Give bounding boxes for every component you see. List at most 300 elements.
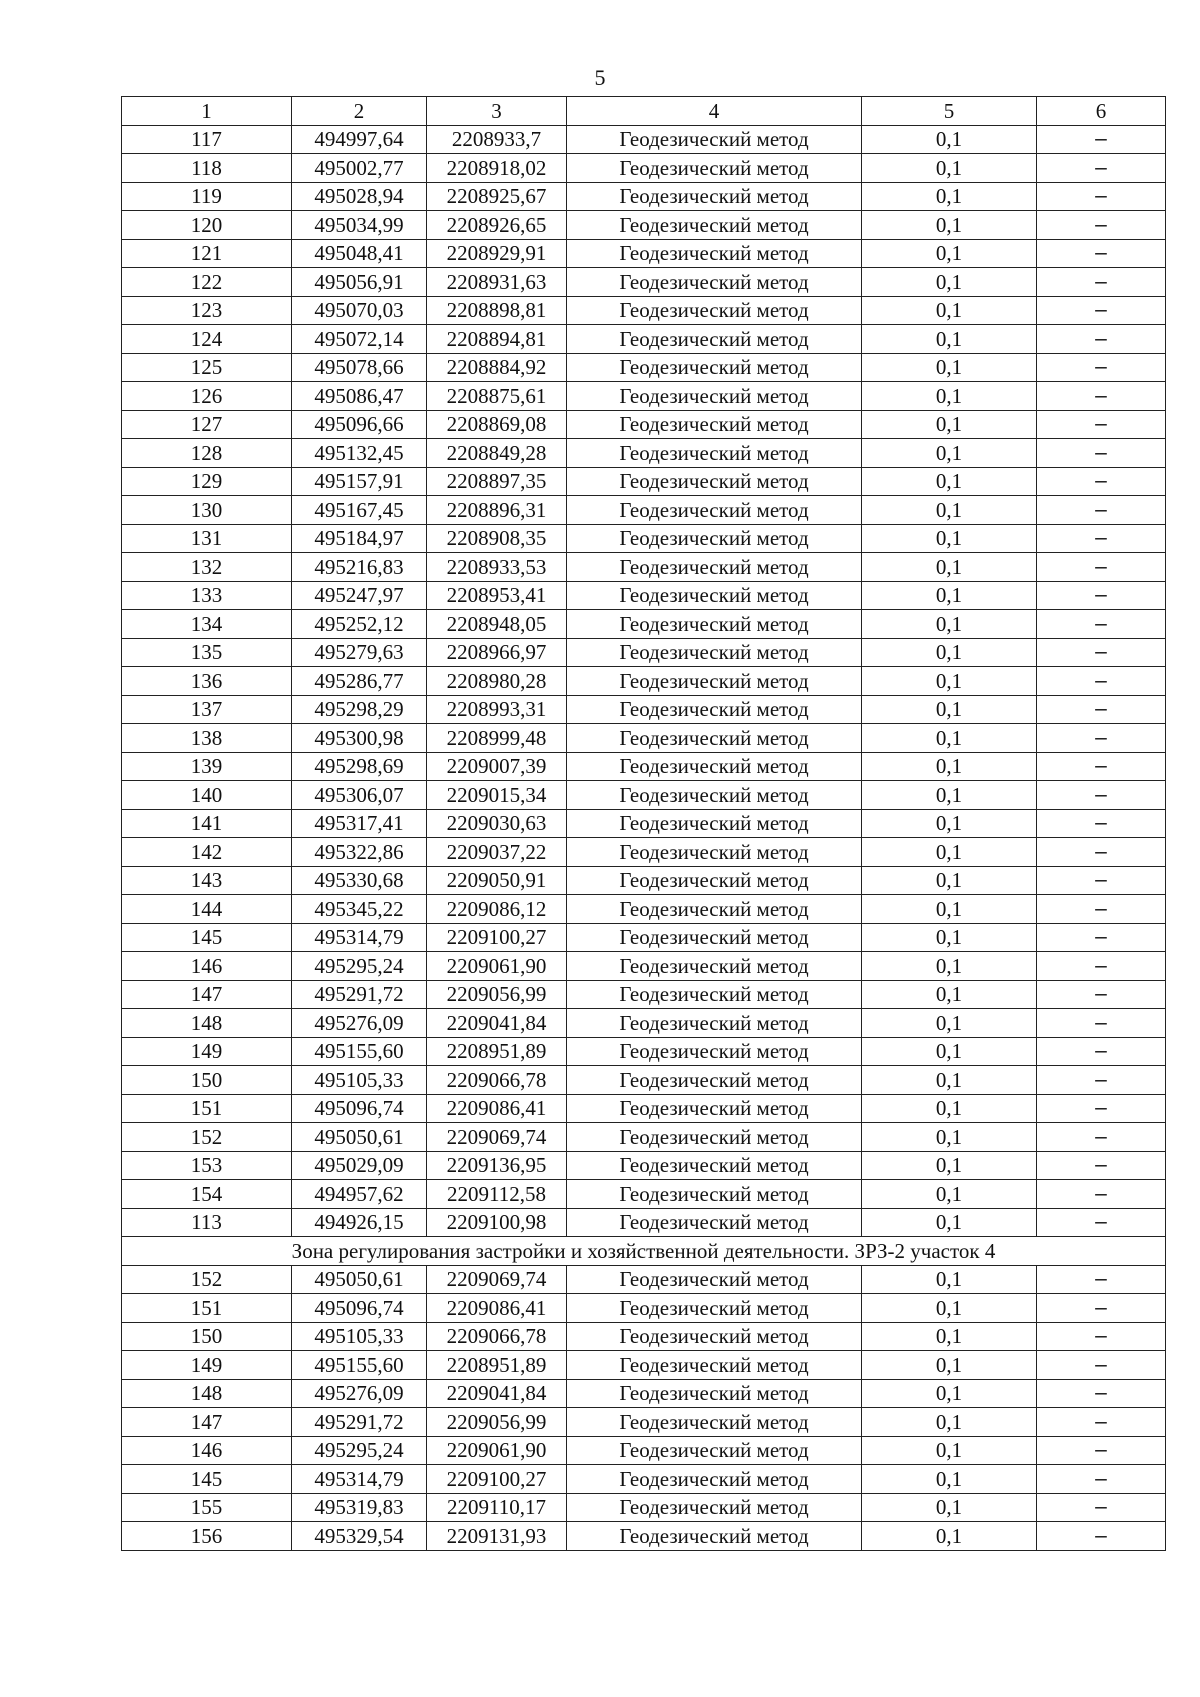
x-coordinate-cell: 495028,94 xyxy=(292,182,427,211)
table-row xyxy=(122,1408,1166,1437)
method-cell: Геодезический метод xyxy=(567,1294,862,1323)
table-row xyxy=(122,1379,1166,1408)
point-number-cell: 113 xyxy=(122,1208,292,1237)
method-cell: Геодезический метод xyxy=(567,781,862,810)
accuracy-cell: 0,1 xyxy=(862,695,1037,724)
accuracy-cell: 0,1 xyxy=(862,1265,1037,1294)
y-coordinate-cell: 2209066,78 xyxy=(427,1322,567,1351)
section-header-row xyxy=(122,1237,1166,1266)
point-number-cell: 117 xyxy=(122,125,292,154)
point-number-cell: 123 xyxy=(122,296,292,325)
table-row xyxy=(122,695,1166,724)
table-row xyxy=(122,923,1166,952)
coordinates-table xyxy=(121,96,1166,1551)
table-row xyxy=(122,353,1166,382)
method-cell: Геодезический метод xyxy=(567,952,862,981)
note-cell: – xyxy=(1037,1294,1166,1323)
table-row xyxy=(122,1465,1166,1494)
table-row xyxy=(122,838,1166,867)
accuracy-cell: 0,1 xyxy=(862,296,1037,325)
note-cell: – xyxy=(1037,524,1166,553)
x-coordinate-cell: 495034,99 xyxy=(292,211,427,240)
point-number-cell: 145 xyxy=(122,1465,292,1494)
point-number-cell: 146 xyxy=(122,952,292,981)
accuracy-cell: 0,1 xyxy=(862,1066,1037,1095)
note-cell: – xyxy=(1037,724,1166,753)
point-number-cell: 132 xyxy=(122,553,292,582)
header-cell-3: 3 xyxy=(427,97,567,126)
y-coordinate-cell: 2208894,81 xyxy=(427,325,567,354)
point-number-cell: 155 xyxy=(122,1493,292,1522)
accuracy-cell: 0,1 xyxy=(862,866,1037,895)
accuracy-cell: 0,1 xyxy=(862,752,1037,781)
method-cell: Геодезический метод xyxy=(567,211,862,240)
point-number-cell: 120 xyxy=(122,211,292,240)
table-row xyxy=(122,1522,1166,1551)
method-cell: Геодезический метод xyxy=(567,496,862,525)
method-cell: Геодезический метод xyxy=(567,1265,862,1294)
table-row xyxy=(122,268,1166,297)
y-coordinate-cell: 2208953,41 xyxy=(427,581,567,610)
y-coordinate-cell: 2208925,67 xyxy=(427,182,567,211)
note-cell: – xyxy=(1037,1522,1166,1551)
x-coordinate-cell: 495056,91 xyxy=(292,268,427,297)
x-coordinate-cell: 495291,72 xyxy=(292,1408,427,1437)
method-cell: Геодезический метод xyxy=(567,382,862,411)
y-coordinate-cell: 2209100,98 xyxy=(427,1208,567,1237)
point-number-cell: 146 xyxy=(122,1436,292,1465)
accuracy-cell: 0,1 xyxy=(862,382,1037,411)
point-number-cell: 151 xyxy=(122,1094,292,1123)
y-coordinate-cell: 2208929,91 xyxy=(427,239,567,268)
point-number-cell: 145 xyxy=(122,923,292,952)
y-coordinate-cell: 2208869,08 xyxy=(427,410,567,439)
method-cell: Геодезический метод xyxy=(567,980,862,1009)
x-coordinate-cell: 495157,91 xyxy=(292,467,427,496)
method-cell: Геодезический метод xyxy=(567,724,862,753)
method-cell: Геодезический метод xyxy=(567,581,862,610)
method-cell: Геодезический метод xyxy=(567,1180,862,1209)
y-coordinate-cell: 2209110,17 xyxy=(427,1493,567,1522)
y-coordinate-cell: 2209086,41 xyxy=(427,1294,567,1323)
x-coordinate-cell: 495291,72 xyxy=(292,980,427,1009)
method-cell: Геодезический метод xyxy=(567,239,862,268)
coordinates-table-body xyxy=(122,97,1166,1551)
x-coordinate-cell: 495050,61 xyxy=(292,1123,427,1152)
x-coordinate-cell: 495070,03 xyxy=(292,296,427,325)
note-cell: – xyxy=(1037,581,1166,610)
y-coordinate-cell: 2209066,78 xyxy=(427,1066,567,1095)
x-coordinate-cell: 495298,29 xyxy=(292,695,427,724)
table-row xyxy=(122,1493,1166,1522)
table-row xyxy=(122,895,1166,924)
note-cell: – xyxy=(1037,382,1166,411)
point-number-cell: 153 xyxy=(122,1151,292,1180)
method-cell: Геодезический метод xyxy=(567,809,862,838)
y-coordinate-cell: 2209050,91 xyxy=(427,866,567,895)
method-cell: Геодезический метод xyxy=(567,439,862,468)
table-row xyxy=(122,1208,1166,1237)
table-row xyxy=(122,239,1166,268)
y-coordinate-cell: 2209061,90 xyxy=(427,1436,567,1465)
note-cell: – xyxy=(1037,496,1166,525)
accuracy-cell: 0,1 xyxy=(862,1379,1037,1408)
note-cell: – xyxy=(1037,296,1166,325)
note-cell: – xyxy=(1037,1151,1166,1180)
table-row xyxy=(122,1066,1166,1095)
accuracy-cell: 0,1 xyxy=(862,1493,1037,1522)
method-cell: Геодезический метод xyxy=(567,154,862,183)
y-coordinate-cell: 2209041,84 xyxy=(427,1009,567,1038)
y-coordinate-cell: 2209069,74 xyxy=(427,1265,567,1294)
table-row xyxy=(122,667,1166,696)
method-cell: Геодезический метод xyxy=(567,268,862,297)
y-coordinate-cell: 2208926,65 xyxy=(427,211,567,240)
accuracy-cell: 0,1 xyxy=(862,638,1037,667)
header-cell-5: 5 xyxy=(862,97,1037,126)
method-cell: Геодезический метод xyxy=(567,524,862,553)
x-coordinate-cell: 495096,74 xyxy=(292,1294,427,1323)
table-row xyxy=(122,809,1166,838)
y-coordinate-cell: 2209112,58 xyxy=(427,1180,567,1209)
y-coordinate-cell: 2208999,48 xyxy=(427,724,567,753)
method-cell: Геодезический метод xyxy=(567,1094,862,1123)
note-cell: – xyxy=(1037,268,1166,297)
x-coordinate-cell: 494926,15 xyxy=(292,1208,427,1237)
accuracy-cell: 0,1 xyxy=(862,1180,1037,1209)
note-cell: – xyxy=(1037,952,1166,981)
table-row xyxy=(122,952,1166,981)
y-coordinate-cell: 2209100,27 xyxy=(427,923,567,952)
accuracy-cell: 0,1 xyxy=(862,1151,1037,1180)
point-number-cell: 126 xyxy=(122,382,292,411)
point-number-cell: 154 xyxy=(122,1180,292,1209)
point-number-cell: 149 xyxy=(122,1351,292,1380)
method-cell: Геодезический метод xyxy=(567,923,862,952)
y-coordinate-cell: 2208849,28 xyxy=(427,439,567,468)
x-coordinate-cell: 495286,77 xyxy=(292,667,427,696)
note-cell: – xyxy=(1037,325,1166,354)
point-number-cell: 152 xyxy=(122,1265,292,1294)
y-coordinate-cell: 2209041,84 xyxy=(427,1379,567,1408)
y-coordinate-cell: 2209069,74 xyxy=(427,1123,567,1152)
note-cell: – xyxy=(1037,125,1166,154)
note-cell: – xyxy=(1037,1208,1166,1237)
y-coordinate-cell: 2209056,99 xyxy=(427,1408,567,1437)
y-coordinate-cell: 2208966,97 xyxy=(427,638,567,667)
y-coordinate-cell: 2209086,41 xyxy=(427,1094,567,1123)
table-row xyxy=(122,1009,1166,1038)
point-number-cell: 134 xyxy=(122,610,292,639)
point-number-cell: 128 xyxy=(122,439,292,468)
table-row xyxy=(122,1180,1166,1209)
note-cell: – xyxy=(1037,154,1166,183)
point-number-cell: 139 xyxy=(122,752,292,781)
x-coordinate-cell: 495314,79 xyxy=(292,1465,427,1494)
x-coordinate-cell: 495216,83 xyxy=(292,553,427,582)
x-coordinate-cell: 495132,45 xyxy=(292,439,427,468)
accuracy-cell: 0,1 xyxy=(862,410,1037,439)
table-row xyxy=(122,1151,1166,1180)
note-cell: – xyxy=(1037,695,1166,724)
accuracy-cell: 0,1 xyxy=(862,1208,1037,1237)
method-cell: Геодезический метод xyxy=(567,895,862,924)
note-cell: – xyxy=(1037,239,1166,268)
point-number-cell: 131 xyxy=(122,524,292,553)
y-coordinate-cell: 2208933,7 xyxy=(427,125,567,154)
accuracy-cell: 0,1 xyxy=(862,1322,1037,1351)
method-cell: Геодезический метод xyxy=(567,467,862,496)
accuracy-cell: 0,1 xyxy=(862,353,1037,382)
accuracy-cell: 0,1 xyxy=(862,154,1037,183)
x-coordinate-cell: 495029,09 xyxy=(292,1151,427,1180)
method-cell: Геодезический метод xyxy=(567,1522,862,1551)
x-coordinate-cell: 495279,63 xyxy=(292,638,427,667)
accuracy-cell: 0,1 xyxy=(862,467,1037,496)
accuracy-cell: 0,1 xyxy=(862,1436,1037,1465)
y-coordinate-cell: 2209086,12 xyxy=(427,895,567,924)
accuracy-cell: 0,1 xyxy=(862,1351,1037,1380)
method-cell: Геодезический метод xyxy=(567,353,862,382)
method-cell: Геодезический метод xyxy=(567,553,862,582)
point-number-cell: 140 xyxy=(122,781,292,810)
y-coordinate-cell: 2209100,27 xyxy=(427,1465,567,1494)
point-number-cell: 142 xyxy=(122,838,292,867)
method-cell: Геодезический метод xyxy=(567,638,862,667)
note-cell: – xyxy=(1037,182,1166,211)
accuracy-cell: 0,1 xyxy=(862,239,1037,268)
note-cell: – xyxy=(1037,781,1166,810)
accuracy-cell: 0,1 xyxy=(862,923,1037,952)
x-coordinate-cell: 495276,09 xyxy=(292,1009,427,1038)
method-cell: Геодезический метод xyxy=(567,296,862,325)
point-number-cell: 130 xyxy=(122,496,292,525)
y-coordinate-cell: 2209136,95 xyxy=(427,1151,567,1180)
method-cell: Геодезический метод xyxy=(567,1009,862,1038)
y-coordinate-cell: 2209056,99 xyxy=(427,980,567,1009)
x-coordinate-cell: 495155,60 xyxy=(292,1351,427,1380)
x-coordinate-cell: 495345,22 xyxy=(292,895,427,924)
point-number-cell: 118 xyxy=(122,154,292,183)
accuracy-cell: 0,1 xyxy=(862,724,1037,753)
note-cell: – xyxy=(1037,1180,1166,1209)
y-coordinate-cell: 2208918,02 xyxy=(427,154,567,183)
note-cell: – xyxy=(1037,866,1166,895)
x-coordinate-cell: 495276,09 xyxy=(292,1379,427,1408)
note-cell: – xyxy=(1037,980,1166,1009)
note-cell: – xyxy=(1037,809,1166,838)
accuracy-cell: 0,1 xyxy=(862,1094,1037,1123)
table-row xyxy=(122,410,1166,439)
table-row xyxy=(122,581,1166,610)
page-number: 5 xyxy=(594,65,606,90)
accuracy-cell: 0,1 xyxy=(862,809,1037,838)
method-cell: Геодезический метод xyxy=(567,695,862,724)
note-cell: – xyxy=(1037,1265,1166,1294)
method-cell: Геодезический метод xyxy=(567,1379,862,1408)
note-cell: – xyxy=(1037,1037,1166,1066)
note-cell: – xyxy=(1037,667,1166,696)
x-coordinate-cell: 495002,77 xyxy=(292,154,427,183)
method-cell: Геодезический метод xyxy=(567,1351,862,1380)
table-row xyxy=(122,1123,1166,1152)
point-number-cell: 143 xyxy=(122,866,292,895)
note-cell: – xyxy=(1037,1351,1166,1380)
y-coordinate-cell: 2208896,31 xyxy=(427,496,567,525)
note-cell: – xyxy=(1037,638,1166,667)
table-row xyxy=(122,610,1166,639)
y-coordinate-cell: 2208933,53 xyxy=(427,553,567,582)
note-cell: – xyxy=(1037,1465,1166,1494)
point-number-cell: 156 xyxy=(122,1522,292,1551)
y-coordinate-cell: 2209015,34 xyxy=(427,781,567,810)
table-row xyxy=(122,1094,1166,1123)
method-cell: Геодезический метод xyxy=(567,1493,862,1522)
table-row xyxy=(122,211,1166,240)
accuracy-cell: 0,1 xyxy=(862,1408,1037,1437)
method-cell: Геодезический метод xyxy=(567,838,862,867)
table-row xyxy=(122,1436,1166,1465)
table-row xyxy=(122,524,1166,553)
table-row xyxy=(122,781,1166,810)
accuracy-cell: 0,1 xyxy=(862,1465,1037,1494)
y-coordinate-cell: 2209030,63 xyxy=(427,809,567,838)
y-coordinate-cell: 2208908,35 xyxy=(427,524,567,553)
point-number-cell: 135 xyxy=(122,638,292,667)
y-coordinate-cell: 2208875,61 xyxy=(427,382,567,411)
x-coordinate-cell: 495247,97 xyxy=(292,581,427,610)
point-number-cell: 133 xyxy=(122,581,292,610)
x-coordinate-cell: 495322,86 xyxy=(292,838,427,867)
accuracy-cell: 0,1 xyxy=(862,1037,1037,1066)
point-number-cell: 136 xyxy=(122,667,292,696)
table-row xyxy=(122,1037,1166,1066)
x-coordinate-cell: 495096,66 xyxy=(292,410,427,439)
table-row xyxy=(122,125,1166,154)
x-coordinate-cell: 494957,62 xyxy=(292,1180,427,1209)
method-cell: Геодезический метод xyxy=(567,667,862,696)
method-cell: Геодезический метод xyxy=(567,866,862,895)
table-row xyxy=(122,296,1166,325)
x-coordinate-cell: 495306,07 xyxy=(292,781,427,810)
point-number-cell: 129 xyxy=(122,467,292,496)
x-coordinate-cell: 495295,24 xyxy=(292,952,427,981)
y-coordinate-cell: 2208948,05 xyxy=(427,610,567,639)
table-row xyxy=(122,1351,1166,1380)
method-cell: Геодезический метод xyxy=(567,1123,862,1152)
accuracy-cell: 0,1 xyxy=(862,838,1037,867)
note-cell: – xyxy=(1037,410,1166,439)
point-number-cell: 148 xyxy=(122,1009,292,1038)
accuracy-cell: 0,1 xyxy=(862,610,1037,639)
table-row xyxy=(122,638,1166,667)
point-number-cell: 122 xyxy=(122,268,292,297)
method-cell: Геодезический метод xyxy=(567,1408,862,1437)
note-cell: – xyxy=(1037,895,1166,924)
accuracy-cell: 0,1 xyxy=(862,1522,1037,1551)
x-coordinate-cell: 495314,79 xyxy=(292,923,427,952)
accuracy-cell: 0,1 xyxy=(862,1123,1037,1152)
method-cell: Геодезический метод xyxy=(567,1208,862,1237)
y-coordinate-cell: 2209061,90 xyxy=(427,952,567,981)
table-row xyxy=(122,325,1166,354)
method-cell: Геодезический метод xyxy=(567,1436,862,1465)
x-coordinate-cell: 495050,61 xyxy=(292,1265,427,1294)
point-number-cell: 147 xyxy=(122,1408,292,1437)
x-coordinate-cell: 495048,41 xyxy=(292,239,427,268)
x-coordinate-cell: 495329,54 xyxy=(292,1522,427,1551)
note-cell: – xyxy=(1037,1123,1166,1152)
accuracy-cell: 0,1 xyxy=(862,439,1037,468)
method-cell: Геодезический метод xyxy=(567,1066,862,1095)
note-cell: – xyxy=(1037,553,1166,582)
y-coordinate-cell: 2209037,22 xyxy=(427,838,567,867)
point-number-cell: 127 xyxy=(122,410,292,439)
method-cell: Геодезический метод xyxy=(567,1465,862,1494)
point-number-cell: 144 xyxy=(122,895,292,924)
accuracy-cell: 0,1 xyxy=(862,125,1037,154)
note-cell: – xyxy=(1037,1066,1166,1095)
accuracy-cell: 0,1 xyxy=(862,952,1037,981)
method-cell: Геодезический метод xyxy=(567,752,862,781)
note-cell: – xyxy=(1037,439,1166,468)
method-cell: Геодезический метод xyxy=(567,610,862,639)
header-cell-1: 1 xyxy=(122,97,292,126)
accuracy-cell: 0,1 xyxy=(862,496,1037,525)
note-cell: – xyxy=(1037,1436,1166,1465)
point-number-cell: 119 xyxy=(122,182,292,211)
accuracy-cell: 0,1 xyxy=(862,524,1037,553)
x-coordinate-cell: 495184,97 xyxy=(292,524,427,553)
table-row xyxy=(122,752,1166,781)
point-number-cell: 149 xyxy=(122,1037,292,1066)
note-cell: – xyxy=(1037,1408,1166,1437)
y-coordinate-cell: 2208993,31 xyxy=(427,695,567,724)
method-cell: Геодезический метод xyxy=(567,1037,862,1066)
table-row xyxy=(122,1322,1166,1351)
x-coordinate-cell: 495078,66 xyxy=(292,353,427,382)
section-title: Зона регулирования застройки и хозяйственной деятельности. ЗРЗ-2 участок 4 xyxy=(122,1237,1166,1266)
x-coordinate-cell: 495330,68 xyxy=(292,866,427,895)
accuracy-cell: 0,1 xyxy=(862,211,1037,240)
y-coordinate-cell: 2208884,92 xyxy=(427,353,567,382)
y-coordinate-cell: 2208951,89 xyxy=(427,1351,567,1380)
point-number-cell: 151 xyxy=(122,1294,292,1323)
x-coordinate-cell: 495086,47 xyxy=(292,382,427,411)
x-coordinate-cell: 495317,41 xyxy=(292,809,427,838)
note-cell: – xyxy=(1037,838,1166,867)
method-cell: Геодезический метод xyxy=(567,325,862,354)
accuracy-cell: 0,1 xyxy=(862,1294,1037,1323)
x-coordinate-cell: 495295,24 xyxy=(292,1436,427,1465)
method-cell: Геодезический метод xyxy=(567,1322,862,1351)
x-coordinate-cell: 495300,98 xyxy=(292,724,427,753)
table-row xyxy=(122,467,1166,496)
accuracy-cell: 0,1 xyxy=(862,325,1037,354)
y-coordinate-cell: 2209131,93 xyxy=(427,1522,567,1551)
note-cell: – xyxy=(1037,1094,1166,1123)
note-cell: – xyxy=(1037,923,1166,952)
point-number-cell: 137 xyxy=(122,695,292,724)
point-number-cell: 125 xyxy=(122,353,292,382)
point-number-cell: 150 xyxy=(122,1322,292,1351)
note-cell: – xyxy=(1037,353,1166,382)
x-coordinate-cell: 495252,12 xyxy=(292,610,427,639)
table-row xyxy=(122,439,1166,468)
point-number-cell: 141 xyxy=(122,809,292,838)
method-cell: Геодезический метод xyxy=(567,410,862,439)
note-cell: – xyxy=(1037,610,1166,639)
